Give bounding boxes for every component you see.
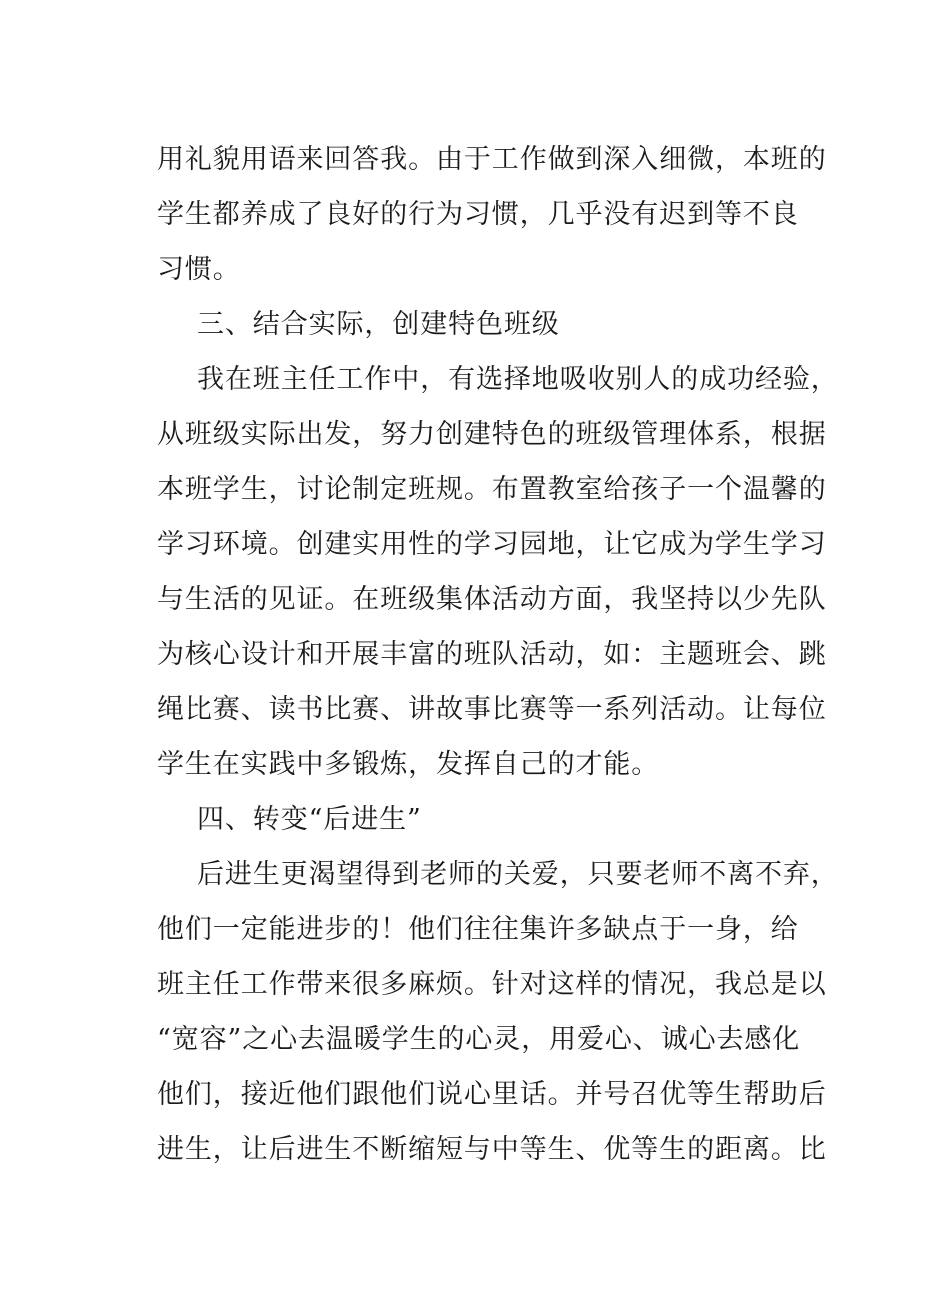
text-line: 进生，让后进生不断缩短与中等生、优等生的距离。比 [157,1134,827,1165]
text-line: 我在班主任工作中，有选择地吸收别人的成功经验， [197,364,839,395]
text-line: 学生都养成了良好的行为习惯，几乎没有迟到等不良 [157,199,799,230]
text-line: 习惯。 [157,254,241,285]
text-line: 本班学生，讨论制定班规。布置教室给孩子一个温馨的 [157,474,827,505]
text-line: 班主任工作带来很多麻烦。针对这样的情况，我总是以 [157,969,827,1000]
text-line: 从班级实际出发，努力创建特色的班级管理体系，根据 [157,419,827,450]
text-line: 用礼貌用语来回答我。由于工作做到深入细微，本班的 [157,144,827,175]
text-line: 绳比赛、读书比赛、讲故事比赛等一系列活动。让每位 [157,694,827,725]
text-line: 为核心设计和开展丰富的班队活动，如：主题班会、跳 [157,639,827,670]
text-line: 后进生更渴望得到老师的关爱，只要老师不离不弃， [197,859,839,890]
text-line: 他们一定能进步的！他们往往集许多缺点于一身，给 [157,914,799,945]
text-line: 他们，接近他们跟他们说心里话。并号召优等生帮助后 [157,1079,827,1110]
text-line: 学生在实践中多锻炼，发挥自己的才能。 [157,749,660,780]
section-heading: 三、结合实际，创建特色班级 [197,309,560,340]
section-heading: 四、转变“后进生” [197,804,422,835]
text-line: 与生活的见证。在班级集体活动方面，我坚持以少先队 [157,584,827,615]
text-line: “宽容”之心去温暖学生的心灵，用爱心、诚心去感化 [157,1024,801,1055]
text-line: 学习环境。创建实用性的学习园地，让它成为学生学习 [157,529,827,560]
